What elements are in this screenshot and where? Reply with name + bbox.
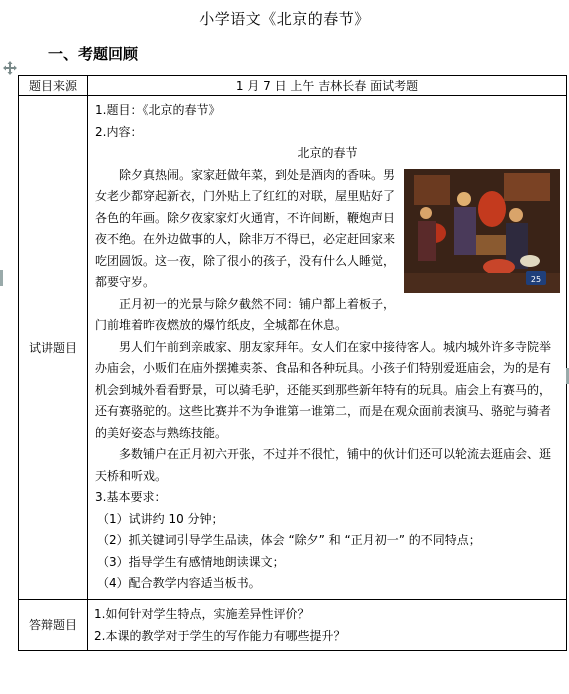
trial-content-cell	[88, 96, 567, 600]
paragraph-2: 正月初一的光景与除夕截然不同：铺户都上着板子，门前堆着昨夜燃放的爆竹纸皮，全城都在休息。	[95, 296, 396, 332]
text-title: 北京的春节	[297, 146, 358, 160]
requirements-list	[95, 509, 560, 595]
source-value-cell	[88, 76, 567, 96]
content-label: 2.内容：	[95, 124, 143, 139]
source-label: 题目来源	[28, 79, 77, 93]
document-title: 小学语文《北京的春节》	[199, 10, 370, 28]
defense-label: 答辩题目	[28, 618, 77, 632]
defense-question-2: 2.本课的教学对于学生的写作能力有哪些提升？	[94, 628, 346, 643]
requirement-item: （4）配合教学内容适当板书。	[97, 576, 261, 590]
requirements-label: 3.基本要求：	[95, 490, 167, 504]
defense-row	[19, 599, 567, 650]
requirement-item: （3）指导学生有感情地朗读课文；	[97, 554, 285, 569]
requirement-item: （1）试讲约 10 分钟；	[97, 511, 224, 526]
paragraph-4: 多数铺户在正月初六开张，不过并不很忙，铺中的伙计们还可以轮流去逛庙会、逛天桥和听戏。	[95, 447, 552, 483]
source-row	[19, 76, 567, 96]
defense-label-cell	[19, 599, 88, 650]
defense-question-1: 1.如何针对学生特点，实施差异性评价？	[94, 606, 310, 621]
painting-badge: 25	[530, 274, 542, 284]
topic-line: 1.题目：《北京的春节》	[95, 103, 221, 117]
trial-row	[19, 96, 567, 600]
requirement-item: （2）抓关键词引导学生品读，体会 “除夕” 和 “正月初一” 的不同特点；	[97, 533, 481, 547]
exam-table	[18, 75, 567, 651]
new-year-painting-image	[404, 169, 560, 293]
left-resize-marker[interactable]	[0, 270, 3, 286]
defense-content-cell	[88, 599, 567, 650]
table-move-handle-icon[interactable]	[3, 61, 17, 75]
paragraph-1: 除夕真热闹。家家赶做年菜，到处是酒肉的香味。男女老少都穿起新衣，门外贴上了红红的对联，屋里贴好了各色的年画。除夕夜家家灯火通宵，不许间断，鞭炮声日夜不绝。在外边做事的人，除非万不得已，必定赶回家来吃团圆饭。这一夜，除了很小的孩子，没有什么人睡觉，都要守岁。	[95, 167, 396, 289]
source-label-cell	[19, 76, 88, 96]
source-value: 1 月 7 日 上午 吉林长春 面试考题	[235, 79, 419, 93]
trial-label-cell	[19, 96, 88, 600]
section-heading: 一、考题回顾	[48, 45, 139, 63]
paragraph-3: 男人们午前到亲戚家、朋友家拜年。女人们在家中接待客人。城内城外许多寺院举办庙会，小贩们在庙外摆摊卖茶、食品和各种玩具。小孩子们特别爱逛庙会，为的是有机会到城外看看野景，可以骑毛驴，还能买到那些新年特有的玩具。庙会上有赛马的，还有赛骆驼的。这些比赛并不为争谁第一谁第二，而是在观众面前表演马、骆驼与骑者的美好姿态与熟练技能。	[95, 339, 552, 440]
trial-label: 试讲题目	[28, 340, 77, 355]
